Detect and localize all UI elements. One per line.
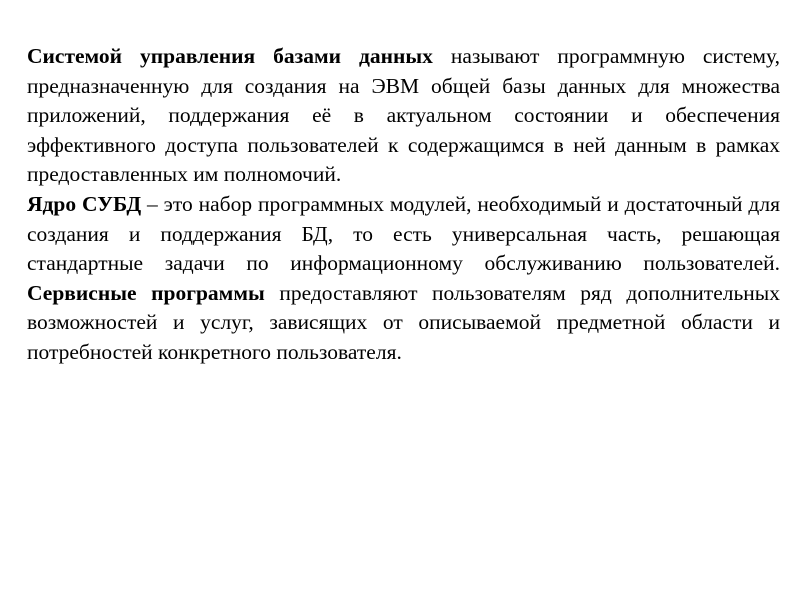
term-dbms-kernel: Ядро СУБД — [27, 191, 142, 216]
text-body — [27, 42, 780, 368]
paragraph-dbms-definition — [27, 42, 780, 190]
kernel-definition-text: – это набор программных модулей, необходимый и достаточный для создания и поддержания БД, то есть универсальная часть, решающая стандартные задачи по информационному обслуживанию пользователей. — [27, 191, 780, 276]
dbms-definition-text: называют программную систему, предназначенную для создания на ЭВМ общей базы данных для множества приложений, поддержания её в актуальном состоянии и обеспечения эффективного доступа пользователей к содержащимся в ней данным в рамках предоставленных им полномочий. — [27, 44, 780, 187]
service-programs-text: предоставляют пользователям ряд дополнительных возможностей и услуг, зависящих от описываемой предметной области и потребностей конкретного пользователя. — [27, 280, 780, 364]
term-service-programs: Сервисные программы — [27, 280, 265, 305]
paragraph-dbms-kernel — [27, 190, 780, 368]
term-dbms: Системой управления базами данных — [27, 44, 433, 68]
